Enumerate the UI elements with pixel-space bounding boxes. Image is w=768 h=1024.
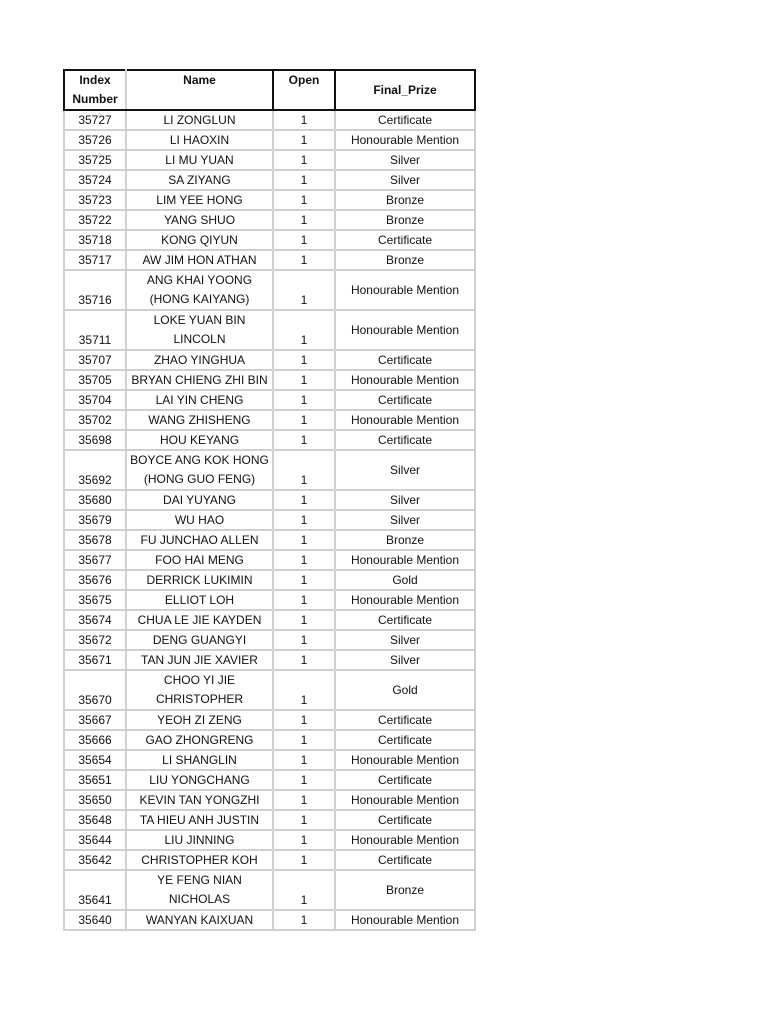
- table-row: [64, 870, 475, 910]
- cell-final-prize: Bronze: [335, 530, 475, 550]
- cell-name: WU HAO: [126, 510, 273, 530]
- cell-final-prize: Bronze: [335, 870, 475, 910]
- cell-open: 1: [273, 230, 335, 250]
- table-row: [64, 450, 475, 490]
- cell-name: ZHAO YINGHUA: [126, 350, 273, 370]
- table-row: [64, 310, 475, 350]
- cell-final-prize: Honourable Mention: [335, 910, 475, 930]
- cell-final-prize: Certificate: [335, 430, 475, 450]
- cell-name: SA ZIYANG: [126, 170, 273, 190]
- cell-index-number: 35674: [64, 610, 126, 630]
- cell-name: BOYCE ANG KOK HONG (HONG GUO FENG): [126, 450, 273, 490]
- cell-final-prize: Silver: [335, 490, 475, 510]
- cell-name: LIM YEE HONG: [126, 190, 273, 210]
- cell-open: 1: [273, 490, 335, 510]
- cell-index-number: 35717: [64, 250, 126, 270]
- table-row: [64, 210, 475, 230]
- cell-open: 1: [273, 270, 335, 310]
- table-row: [64, 810, 475, 830]
- cell-name: DAI YUYANG: [126, 490, 273, 510]
- cell-final-prize: Honourable Mention: [335, 590, 475, 610]
- cell-index-number: 35680: [64, 490, 126, 510]
- cell-open: 1: [273, 170, 335, 190]
- cell-open: 1: [273, 450, 335, 490]
- cell-index-number: 35666: [64, 730, 126, 750]
- header-final-prize: Final_Prize: [335, 70, 475, 110]
- cell-open: 1: [273, 770, 335, 790]
- table-row: [64, 490, 475, 510]
- cell-name: LIU JINNING: [126, 830, 273, 850]
- cell-open: 1: [273, 590, 335, 610]
- table-body: [64, 110, 475, 930]
- table-row: [64, 770, 475, 790]
- cell-name: DERRICK LUKIMIN: [126, 570, 273, 590]
- cell-final-prize: Honourable Mention: [335, 790, 475, 810]
- cell-open: 1: [273, 570, 335, 590]
- cell-index-number: 35718: [64, 230, 126, 250]
- header-open: Open: [273, 70, 335, 110]
- cell-index-number: 35722: [64, 210, 126, 230]
- cell-final-prize: Silver: [335, 150, 475, 170]
- cell-final-prize: Silver: [335, 170, 475, 190]
- cell-final-prize: Gold: [335, 570, 475, 590]
- cell-name: YEOH ZI ZENG: [126, 710, 273, 730]
- table-row: [64, 110, 475, 130]
- cell-final-prize: Honourable Mention: [335, 130, 475, 150]
- cell-name: CHUA LE JIE KAYDEN: [126, 610, 273, 630]
- cell-open: 1: [273, 410, 335, 430]
- table-row: [64, 670, 475, 710]
- cell-final-prize: Certificate: [335, 710, 475, 730]
- cell-name: WANG ZHISHENG: [126, 410, 273, 430]
- cell-final-prize: Certificate: [335, 390, 475, 410]
- table-row: [64, 130, 475, 150]
- cell-final-prize: Honourable Mention: [335, 410, 475, 430]
- table-row: [64, 790, 475, 810]
- cell-open: 1: [273, 210, 335, 230]
- cell-index-number: 35678: [64, 530, 126, 550]
- cell-index-number: 35698: [64, 430, 126, 450]
- cell-open: 1: [273, 310, 335, 350]
- cell-index-number: 35677: [64, 550, 126, 570]
- table-row: [64, 350, 475, 370]
- table-row: [64, 830, 475, 850]
- cell-final-prize: Bronze: [335, 250, 475, 270]
- table-row: [64, 550, 475, 570]
- cell-index-number: 35675: [64, 590, 126, 610]
- table-row: [64, 630, 475, 650]
- table-row: [64, 850, 475, 870]
- cell-open: 1: [273, 650, 335, 670]
- cell-name: TAN JUN JIE XAVIER: [126, 650, 273, 670]
- cell-name: BRYAN CHIENG ZHI BIN: [126, 370, 273, 390]
- cell-open: 1: [273, 710, 335, 730]
- cell-open: 1: [273, 110, 335, 130]
- cell-name: DENG GUANGYI: [126, 630, 273, 650]
- cell-final-prize: Certificate: [335, 350, 475, 370]
- cell-index-number: 35704: [64, 390, 126, 410]
- cell-final-prize: Honourable Mention: [335, 550, 475, 570]
- cell-index-number: 35642: [64, 850, 126, 870]
- cell-name: FOO HAI MENG: [126, 550, 273, 570]
- cell-index-number: 35641: [64, 870, 126, 910]
- cell-index-number: 35648: [64, 810, 126, 830]
- cell-index-number: 35640: [64, 910, 126, 930]
- cell-final-prize: Bronze: [335, 210, 475, 230]
- cell-open: 1: [273, 550, 335, 570]
- cell-final-prize: Honourable Mention: [335, 270, 475, 310]
- cell-index-number: 35651: [64, 770, 126, 790]
- cell-name: LOKE YUAN BIN LINCOLN: [126, 310, 273, 350]
- cell-final-prize: Silver: [335, 450, 475, 490]
- cell-index-number: 35667: [64, 710, 126, 730]
- table-row: [64, 410, 475, 430]
- cell-index-number: 35676: [64, 570, 126, 590]
- cell-name: LI HAOXIN: [126, 130, 273, 150]
- cell-index-number: 35679: [64, 510, 126, 530]
- cell-name: WANYAN KAIXUAN: [126, 910, 273, 930]
- cell-final-prize: Silver: [335, 510, 475, 530]
- cell-name: FU JUNCHAO ALLEN: [126, 530, 273, 550]
- table-row: [64, 170, 475, 190]
- cell-index-number: 35705: [64, 370, 126, 390]
- cell-name: TA HIEU ANH JUSTIN: [126, 810, 273, 830]
- table-row: [64, 430, 475, 450]
- cell-name: AW JIM HON ATHAN: [126, 250, 273, 270]
- table-row: [64, 650, 475, 670]
- cell-index-number: 35707: [64, 350, 126, 370]
- cell-index-number: 35723: [64, 190, 126, 210]
- cell-index-number: 35726: [64, 130, 126, 150]
- cell-index-number: 35724: [64, 170, 126, 190]
- table-row: [64, 370, 475, 390]
- cell-name: CHRISTOPHER KOH: [126, 850, 273, 870]
- cell-final-prize: Certificate: [335, 610, 475, 630]
- header-name: Name: [126, 70, 273, 110]
- cell-final-prize: Certificate: [335, 110, 475, 130]
- cell-open: 1: [273, 870, 335, 910]
- cell-final-prize: Gold: [335, 670, 475, 710]
- cell-open: 1: [273, 850, 335, 870]
- table-row: [64, 910, 475, 930]
- cell-final-prize: Honourable Mention: [335, 310, 475, 350]
- cell-index-number: 35654: [64, 750, 126, 770]
- table-row: [64, 750, 475, 770]
- cell-open: 1: [273, 190, 335, 210]
- cell-final-prize: Certificate: [335, 230, 475, 250]
- cell-index-number: 35650: [64, 790, 126, 810]
- cell-open: 1: [273, 430, 335, 450]
- cell-name: CHOO YI JIE CHRISTOPHER: [126, 670, 273, 710]
- cell-name: YANG SHUO: [126, 210, 273, 230]
- cell-open: 1: [273, 670, 335, 710]
- cell-open: 1: [273, 790, 335, 810]
- cell-open: 1: [273, 150, 335, 170]
- cell-open: 1: [273, 810, 335, 830]
- cell-name: LAI YIN CHENG: [126, 390, 273, 410]
- table-row: [64, 250, 475, 270]
- cell-index-number: 35671: [64, 650, 126, 670]
- table-row: [64, 270, 475, 310]
- cell-index-number: 35702: [64, 410, 126, 430]
- table-row: [64, 150, 475, 170]
- cell-final-prize: Silver: [335, 650, 475, 670]
- table-row: [64, 610, 475, 630]
- cell-index-number: 35644: [64, 830, 126, 850]
- cell-open: 1: [273, 130, 335, 150]
- cell-name: YE FENG NIAN NICHOLAS: [126, 870, 273, 910]
- cell-final-prize: Honourable Mention: [335, 750, 475, 770]
- cell-open: 1: [273, 350, 335, 370]
- cell-open: 1: [273, 390, 335, 410]
- cell-name: KONG QIYUN: [126, 230, 273, 250]
- cell-name: LI MU YUAN: [126, 150, 273, 170]
- cell-open: 1: [273, 510, 335, 530]
- header-index-number: Index Number: [64, 70, 126, 110]
- cell-open: 1: [273, 370, 335, 390]
- cell-name: ANG KHAI YOONG (HONG KAIYANG): [126, 270, 273, 310]
- table-header-row: [64, 70, 475, 110]
- cell-final-prize: Certificate: [335, 730, 475, 750]
- table-row: [64, 530, 475, 550]
- cell-open: 1: [273, 250, 335, 270]
- table-row: [64, 590, 475, 610]
- table-row: [64, 570, 475, 590]
- cell-final-prize: Certificate: [335, 770, 475, 790]
- cell-index-number: 35672: [64, 630, 126, 650]
- cell-index-number: 35725: [64, 150, 126, 170]
- cell-open: 1: [273, 830, 335, 850]
- cell-open: 1: [273, 750, 335, 770]
- table-row: [64, 230, 475, 250]
- cell-name: HOU KEYANG: [126, 430, 273, 450]
- cell-final-prize: Honourable Mention: [335, 370, 475, 390]
- cell-open: 1: [273, 630, 335, 650]
- cell-open: 1: [273, 730, 335, 750]
- cell-open: 1: [273, 910, 335, 930]
- cell-open: 1: [273, 610, 335, 630]
- cell-index-number: 35727: [64, 110, 126, 130]
- table-row: [64, 730, 475, 750]
- cell-open: 1: [273, 530, 335, 550]
- cell-index-number: 35670: [64, 670, 126, 710]
- cell-index-number: 35692: [64, 450, 126, 490]
- cell-final-prize: Bronze: [335, 190, 475, 210]
- cell-final-prize: Certificate: [335, 810, 475, 830]
- cell-final-prize: Silver: [335, 630, 475, 650]
- cell-name: LI SHANGLIN: [126, 750, 273, 770]
- cell-final-prize: Certificate: [335, 850, 475, 870]
- cell-index-number: 35716: [64, 270, 126, 310]
- cell-name: LIU YONGCHANG: [126, 770, 273, 790]
- cell-name: LI ZONGLUN: [126, 110, 273, 130]
- cell-name: KEVIN TAN YONGZHI: [126, 790, 273, 810]
- cell-final-prize: Honourable Mention: [335, 830, 475, 850]
- cell-name: GAO ZHONGRENG: [126, 730, 273, 750]
- results-table: [63, 69, 476, 931]
- cell-name: ELLIOT LOH: [126, 590, 273, 610]
- table-row: [64, 390, 475, 410]
- table-row: [64, 510, 475, 530]
- cell-index-number: 35711: [64, 310, 126, 350]
- table-row: [64, 190, 475, 210]
- table-row: [64, 710, 475, 730]
